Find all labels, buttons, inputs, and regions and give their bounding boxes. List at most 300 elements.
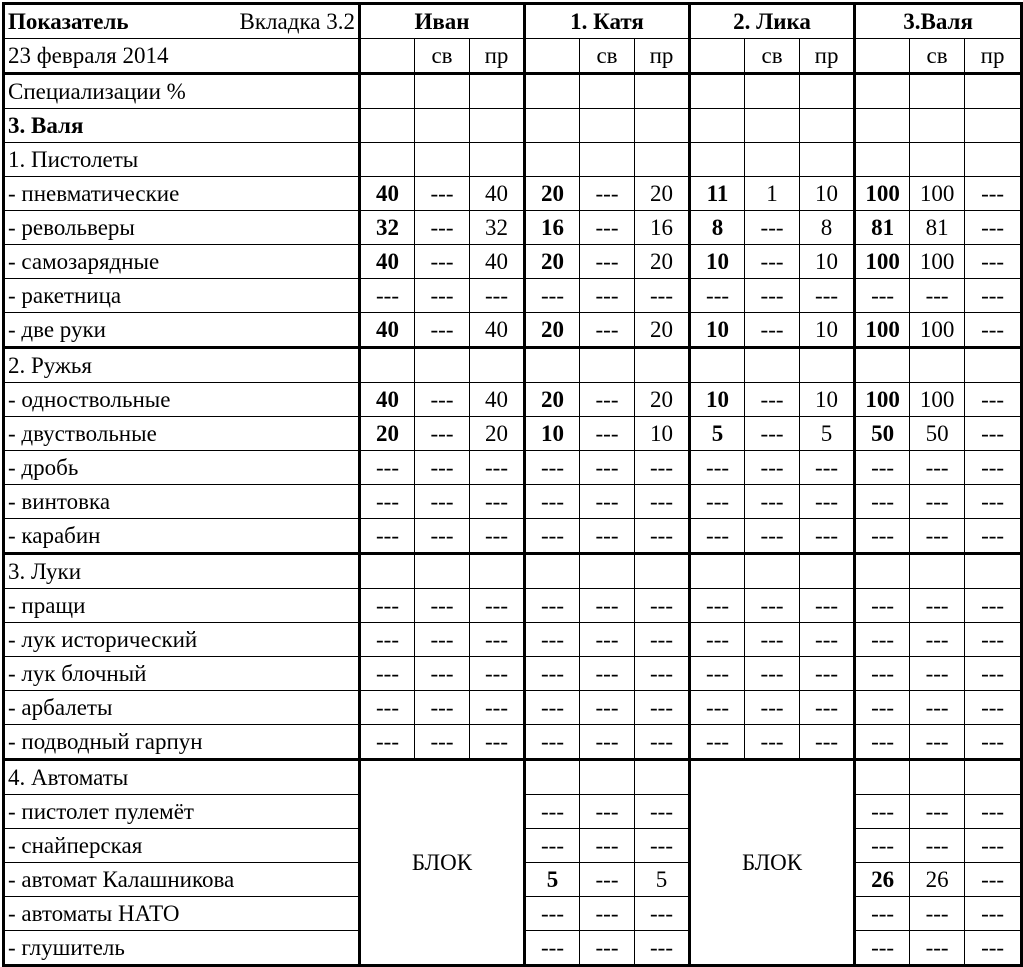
value-cell xyxy=(415,74,470,109)
value-cell xyxy=(800,109,855,143)
table-row xyxy=(4,554,1022,589)
value-cell xyxy=(470,109,525,143)
value-cell: 20 xyxy=(360,417,415,451)
value-cell: --- xyxy=(580,485,635,519)
value-cell: 100 xyxy=(855,177,910,211)
value-cell xyxy=(580,143,635,177)
value-cell: --- xyxy=(580,279,635,313)
value-cell xyxy=(415,554,470,589)
table-row xyxy=(4,211,1022,245)
value-cell: --- xyxy=(525,897,580,931)
subcol-total xyxy=(690,39,745,74)
value-cell: --- xyxy=(580,931,635,966)
value-cell: 100 xyxy=(910,313,965,348)
value-cell: 8 xyxy=(690,211,745,245)
value-cell: --- xyxy=(470,451,525,485)
value-cell: 10 xyxy=(800,177,855,211)
value-cell: --- xyxy=(470,725,525,760)
value-cell xyxy=(745,143,800,177)
value-cell: --- xyxy=(635,589,690,623)
value-cell xyxy=(910,143,965,177)
value-cell: --- xyxy=(580,383,635,417)
value-cell: --- xyxy=(415,657,470,691)
row-label: - арбалеты xyxy=(4,691,360,725)
table-row xyxy=(4,657,1022,691)
value-cell: --- xyxy=(910,279,965,313)
value-cell: 40 xyxy=(470,383,525,417)
value-cell: --- xyxy=(910,623,965,657)
subcol-total xyxy=(855,39,910,74)
value-cell: 40 xyxy=(360,383,415,417)
value-cell xyxy=(800,554,855,589)
value-cell: --- xyxy=(965,691,1022,725)
value-cell: --- xyxy=(690,485,745,519)
value-cell: 10 xyxy=(690,313,745,348)
row-label: - автоматы НАТО xyxy=(4,897,360,931)
value-cell xyxy=(635,143,690,177)
value-cell: --- xyxy=(800,519,855,554)
table-row xyxy=(4,109,1022,143)
value-cell: --- xyxy=(635,691,690,725)
value-cell: --- xyxy=(745,451,800,485)
row-label: - пневматические xyxy=(4,177,360,211)
row-label: 3. Валя xyxy=(4,109,360,143)
table-row xyxy=(4,519,1022,554)
value-cell: --- xyxy=(635,451,690,485)
value-cell: --- xyxy=(690,451,745,485)
row-label: - пращи xyxy=(4,589,360,623)
value-cell xyxy=(525,554,580,589)
value-cell: --- xyxy=(910,795,965,829)
value-cell: --- xyxy=(800,485,855,519)
value-cell: 20 xyxy=(525,245,580,279)
value-cell: --- xyxy=(635,485,690,519)
value-cell: 100 xyxy=(855,383,910,417)
value-cell: 40 xyxy=(470,313,525,348)
subcol-pr: пр xyxy=(965,39,1022,74)
value-cell: --- xyxy=(415,519,470,554)
group-katya: 1. Катя xyxy=(525,4,690,39)
value-cell xyxy=(910,109,965,143)
value-cell: 50 xyxy=(910,417,965,451)
row-label: - пистолет пулемёт xyxy=(4,795,360,829)
value-cell xyxy=(470,143,525,177)
table-row xyxy=(4,451,1022,485)
table-row xyxy=(4,74,1022,109)
value-cell xyxy=(360,74,415,109)
value-cell: --- xyxy=(525,519,580,554)
value-cell: --- xyxy=(415,725,470,760)
value-cell: 20 xyxy=(635,245,690,279)
value-cell: --- xyxy=(415,691,470,725)
table-row xyxy=(4,417,1022,451)
value-cell xyxy=(415,348,470,383)
value-cell: --- xyxy=(910,691,965,725)
value-cell: --- xyxy=(580,863,635,897)
value-cell: --- xyxy=(525,829,580,863)
value-cell: --- xyxy=(635,795,690,829)
value-cell: --- xyxy=(525,451,580,485)
value-cell: 20 xyxy=(470,417,525,451)
subcol-sv: св xyxy=(745,39,800,74)
value-cell: --- xyxy=(470,623,525,657)
value-cell: --- xyxy=(965,795,1022,829)
value-cell xyxy=(745,109,800,143)
value-cell: --- xyxy=(415,417,470,451)
value-cell: 20 xyxy=(635,177,690,211)
value-cell: 40 xyxy=(360,245,415,279)
value-cell xyxy=(800,74,855,109)
value-cell xyxy=(855,74,910,109)
table-row xyxy=(4,143,1022,177)
group-lika: 2. Лика xyxy=(690,4,855,39)
value-cell: 50 xyxy=(855,417,910,451)
value-cell: --- xyxy=(745,589,800,623)
value-cell: --- xyxy=(965,245,1022,279)
row-label: - дробь xyxy=(4,451,360,485)
value-cell xyxy=(855,554,910,589)
value-cell: --- xyxy=(910,451,965,485)
value-cell xyxy=(415,109,470,143)
row-label: - одноствольные xyxy=(4,383,360,417)
table-row xyxy=(4,313,1022,348)
value-cell xyxy=(635,348,690,383)
value-cell: --- xyxy=(360,691,415,725)
value-cell: --- xyxy=(690,657,745,691)
value-cell: --- xyxy=(855,623,910,657)
value-cell: --- xyxy=(965,279,1022,313)
header-row-1 xyxy=(4,4,1022,39)
value-cell xyxy=(415,143,470,177)
value-cell xyxy=(800,143,855,177)
value-cell: --- xyxy=(635,725,690,760)
value-cell: --- xyxy=(910,485,965,519)
value-cell: --- xyxy=(580,589,635,623)
value-cell xyxy=(910,554,965,589)
row-label: - лук исторический xyxy=(4,623,360,657)
value-cell: --- xyxy=(360,589,415,623)
value-cell xyxy=(525,143,580,177)
value-cell: --- xyxy=(745,279,800,313)
table-row xyxy=(4,245,1022,279)
value-cell: 40 xyxy=(360,313,415,348)
value-cell: 10 xyxy=(525,417,580,451)
value-cell: --- xyxy=(635,623,690,657)
page-title: Показатель xyxy=(8,9,129,34)
value-cell: --- xyxy=(360,623,415,657)
value-cell: --- xyxy=(470,519,525,554)
value-cell: --- xyxy=(635,657,690,691)
value-cell: --- xyxy=(965,863,1022,897)
value-cell: --- xyxy=(910,897,965,931)
value-cell xyxy=(525,760,580,795)
value-cell: 10 xyxy=(800,383,855,417)
value-cell: 100 xyxy=(910,245,965,279)
header-date: 23 февраля 2014 xyxy=(4,39,360,74)
value-cell: 10 xyxy=(800,245,855,279)
value-cell: --- xyxy=(525,623,580,657)
header-row-2 xyxy=(4,39,1022,74)
value-cell: --- xyxy=(580,691,635,725)
value-cell: 20 xyxy=(635,383,690,417)
specialization-table xyxy=(2,2,1023,967)
value-cell: --- xyxy=(360,725,415,760)
row-label: Специализации % xyxy=(4,74,360,109)
value-cell xyxy=(360,348,415,383)
value-cell xyxy=(745,348,800,383)
value-cell xyxy=(635,109,690,143)
value-cell: --- xyxy=(965,485,1022,519)
value-cell: --- xyxy=(635,829,690,863)
row-label: - две руки xyxy=(4,313,360,348)
value-cell: --- xyxy=(470,589,525,623)
value-cell: --- xyxy=(745,313,800,348)
subcol-sv: св xyxy=(580,39,635,74)
value-cell: --- xyxy=(525,931,580,966)
value-cell: --- xyxy=(965,725,1022,760)
value-cell: 20 xyxy=(525,313,580,348)
row-label: - глушитель xyxy=(4,931,360,966)
value-cell: --- xyxy=(965,931,1022,966)
value-cell: 32 xyxy=(470,211,525,245)
value-cell: --- xyxy=(415,623,470,657)
value-cell: --- xyxy=(415,211,470,245)
value-cell: --- xyxy=(910,931,965,966)
value-cell xyxy=(745,74,800,109)
value-cell xyxy=(580,554,635,589)
value-cell: --- xyxy=(360,519,415,554)
value-cell: --- xyxy=(800,451,855,485)
value-cell: 81 xyxy=(910,211,965,245)
value-cell: --- xyxy=(525,485,580,519)
value-cell: --- xyxy=(525,795,580,829)
value-cell xyxy=(635,74,690,109)
table-row xyxy=(4,725,1022,760)
table-row xyxy=(4,691,1022,725)
subcol-total xyxy=(525,39,580,74)
value-cell: --- xyxy=(745,417,800,451)
value-cell: --- xyxy=(745,623,800,657)
value-cell xyxy=(965,554,1022,589)
row-label: - автомат Калашникова xyxy=(4,863,360,897)
table-row xyxy=(4,383,1022,417)
value-cell: 5 xyxy=(690,417,745,451)
tab-label: Вкладка 3.2 xyxy=(239,9,355,34)
value-cell xyxy=(580,74,635,109)
value-cell: --- xyxy=(965,417,1022,451)
value-cell: 20 xyxy=(525,177,580,211)
value-cell xyxy=(965,143,1022,177)
value-cell: --- xyxy=(415,177,470,211)
value-cell: --- xyxy=(965,829,1022,863)
value-cell xyxy=(690,109,745,143)
value-cell: 8 xyxy=(800,211,855,245)
value-cell: 5 xyxy=(525,863,580,897)
value-cell: --- xyxy=(525,657,580,691)
value-cell: 40 xyxy=(470,245,525,279)
value-cell: 10 xyxy=(800,313,855,348)
value-cell xyxy=(360,554,415,589)
value-cell: --- xyxy=(965,383,1022,417)
value-cell xyxy=(470,554,525,589)
value-cell: 16 xyxy=(635,211,690,245)
value-cell xyxy=(580,348,635,383)
value-cell: 100 xyxy=(910,177,965,211)
row-label: 1. Пистолеты xyxy=(4,143,360,177)
row-label: - двуствольные xyxy=(4,417,360,451)
row-label: - ракетница xyxy=(4,279,360,313)
value-cell: --- xyxy=(745,485,800,519)
value-cell: --- xyxy=(580,623,635,657)
table-row xyxy=(4,589,1022,623)
value-cell: --- xyxy=(965,313,1022,348)
value-cell xyxy=(635,760,690,795)
value-cell: --- xyxy=(470,691,525,725)
value-cell: --- xyxy=(910,657,965,691)
value-cell xyxy=(855,109,910,143)
value-cell: --- xyxy=(690,691,745,725)
value-cell xyxy=(580,760,635,795)
row-label: - винтовка xyxy=(4,485,360,519)
value-cell: --- xyxy=(690,279,745,313)
value-cell: --- xyxy=(965,211,1022,245)
value-cell: 26 xyxy=(910,863,965,897)
value-cell: --- xyxy=(965,657,1022,691)
value-cell: --- xyxy=(910,589,965,623)
value-cell: --- xyxy=(800,279,855,313)
value-cell: --- xyxy=(635,519,690,554)
value-cell: --- xyxy=(580,795,635,829)
value-cell: --- xyxy=(745,725,800,760)
value-cell: --- xyxy=(745,691,800,725)
value-cell: --- xyxy=(745,657,800,691)
value-cell: --- xyxy=(415,485,470,519)
value-cell xyxy=(965,348,1022,383)
value-cell: --- xyxy=(800,589,855,623)
value-cell xyxy=(745,554,800,589)
value-cell: 100 xyxy=(910,383,965,417)
value-cell: --- xyxy=(580,451,635,485)
row-label: - подводный гарпун xyxy=(4,725,360,760)
value-cell xyxy=(800,348,855,383)
row-label: 3. Луки xyxy=(4,554,360,589)
subcol-pr: пр xyxy=(470,39,525,74)
value-cell: 40 xyxy=(470,177,525,211)
value-cell: --- xyxy=(580,897,635,931)
row-label: 4. Автоматы xyxy=(4,760,360,795)
block-ivan: БЛОК xyxy=(360,760,525,966)
value-cell xyxy=(690,348,745,383)
value-cell: 20 xyxy=(635,313,690,348)
table-row xyxy=(4,177,1022,211)
value-cell: --- xyxy=(580,313,635,348)
value-cell xyxy=(965,760,1022,795)
value-cell: --- xyxy=(910,725,965,760)
table-row xyxy=(4,485,1022,519)
table-row xyxy=(4,348,1022,383)
header-title-cell xyxy=(4,4,360,39)
value-cell: --- xyxy=(360,451,415,485)
subcol-sv: св xyxy=(910,39,965,74)
value-cell: --- xyxy=(580,417,635,451)
value-cell xyxy=(580,109,635,143)
value-cell: --- xyxy=(910,829,965,863)
value-cell: --- xyxy=(415,245,470,279)
value-cell xyxy=(910,760,965,795)
value-cell: --- xyxy=(415,383,470,417)
value-cell: --- xyxy=(855,897,910,931)
value-cell xyxy=(525,74,580,109)
value-cell xyxy=(360,109,415,143)
value-cell: --- xyxy=(855,931,910,966)
value-cell: 81 xyxy=(855,211,910,245)
value-cell: --- xyxy=(855,451,910,485)
value-cell: --- xyxy=(965,623,1022,657)
value-cell: --- xyxy=(580,211,635,245)
subcol-pr: пр xyxy=(635,39,690,74)
value-cell: --- xyxy=(415,589,470,623)
value-cell: --- xyxy=(690,623,745,657)
block-lika: БЛОК xyxy=(690,760,855,966)
value-cell: --- xyxy=(580,725,635,760)
value-cell: 5 xyxy=(635,863,690,897)
row-label: 2. Ружья xyxy=(4,348,360,383)
value-cell: --- xyxy=(745,383,800,417)
value-cell: --- xyxy=(525,279,580,313)
value-cell xyxy=(855,143,910,177)
value-cell: --- xyxy=(580,519,635,554)
value-cell: --- xyxy=(965,589,1022,623)
value-cell: 40 xyxy=(360,177,415,211)
value-cell: --- xyxy=(415,279,470,313)
value-cell xyxy=(360,143,415,177)
value-cell: --- xyxy=(690,589,745,623)
value-cell xyxy=(525,348,580,383)
value-cell: 1 xyxy=(745,177,800,211)
value-cell: --- xyxy=(855,485,910,519)
row-label: - самозарядные xyxy=(4,245,360,279)
group-valya: 3.Валя xyxy=(855,4,1022,39)
value-cell xyxy=(855,760,910,795)
value-cell: --- xyxy=(800,657,855,691)
value-cell: --- xyxy=(965,519,1022,554)
value-cell xyxy=(470,74,525,109)
value-cell: --- xyxy=(965,451,1022,485)
value-cell: --- xyxy=(855,691,910,725)
value-cell: --- xyxy=(800,623,855,657)
value-cell: --- xyxy=(855,657,910,691)
value-cell: 5 xyxy=(800,417,855,451)
value-cell: --- xyxy=(580,245,635,279)
value-cell: --- xyxy=(525,691,580,725)
table-row xyxy=(4,623,1022,657)
value-cell: --- xyxy=(800,691,855,725)
value-cell: 100 xyxy=(855,313,910,348)
row-label: - револьверы xyxy=(4,211,360,245)
value-cell xyxy=(470,348,525,383)
value-cell: --- xyxy=(580,657,635,691)
value-cell: 32 xyxy=(360,211,415,245)
value-cell xyxy=(855,348,910,383)
value-cell: --- xyxy=(690,519,745,554)
value-cell: 16 xyxy=(525,211,580,245)
value-cell: --- xyxy=(800,725,855,760)
value-cell: 10 xyxy=(690,245,745,279)
value-cell: --- xyxy=(470,657,525,691)
value-cell: 20 xyxy=(525,383,580,417)
value-cell: --- xyxy=(415,313,470,348)
subcol-total xyxy=(360,39,415,74)
